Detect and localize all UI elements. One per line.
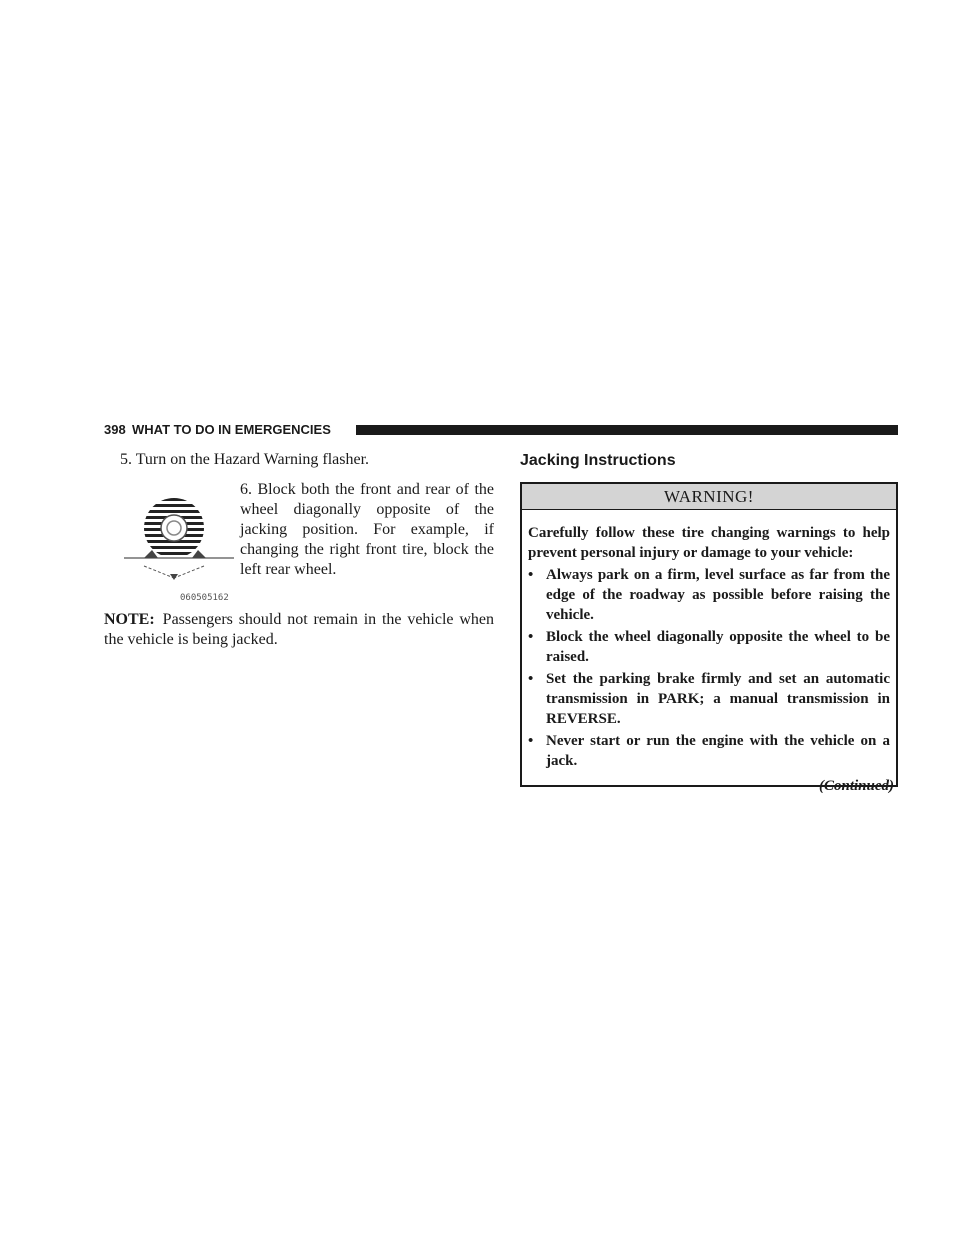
step-5: 5. Turn on the Hazard Warning flasher.: [120, 451, 370, 468]
note: [104, 610, 494, 650]
figure-code: 060505162: [180, 593, 229, 603]
continued-label: (Continued): [818, 778, 894, 794]
header-rule: [356, 425, 898, 435]
warning-item: • Block the wheel diagonally opposite the wheel to be raised.: [528, 629, 890, 665]
wheel-chock-illustration: [124, 488, 234, 606]
warning-box: [520, 482, 898, 787]
bullet-icon: •: [528, 629, 534, 645]
page-number: 398: [104, 422, 126, 437]
bullet-icon: •: [528, 567, 534, 583]
warning-item: • Always park on a firm, level surface as far from the edge of the roadway as possible before raising the vehicle.: [528, 567, 890, 623]
bullet-icon: •: [528, 733, 534, 749]
step-6: 6. Block both the front and rear of the wheel diagonally opposite of the jacking position. For example, if changing the right front tire, block the left rear wheel.: [240, 481, 494, 578]
warning-item: • Set the parking brake firmly and set an automatic transmission in PARK; a manual transmission in REVERSE.: [528, 671, 890, 727]
warning-list: [528, 565, 890, 771]
wheel-block-figure: [124, 488, 234, 606]
bullet-icon: •: [528, 671, 534, 687]
warning-intro: Carefully follow these tire changing warnings to help prevent personal injury or damage to your vehicle:: [528, 525, 890, 561]
page-header: [104, 422, 898, 438]
jacking-instructions-heading: Jacking Instructions: [520, 452, 676, 469]
section-title: WHAT TO DO IN EMERGENCIES: [132, 422, 331, 437]
note-label: NOTE:: [104, 611, 155, 628]
note-text: Passengers should not remain in the vehicle when the vehicle is being jacked.: [104, 611, 494, 648]
warning-item: • Never start or run the engine with the vehicle on a jack.: [528, 733, 890, 769]
warning-body: [522, 510, 896, 785]
warning-title: WARNING!: [522, 484, 896, 510]
